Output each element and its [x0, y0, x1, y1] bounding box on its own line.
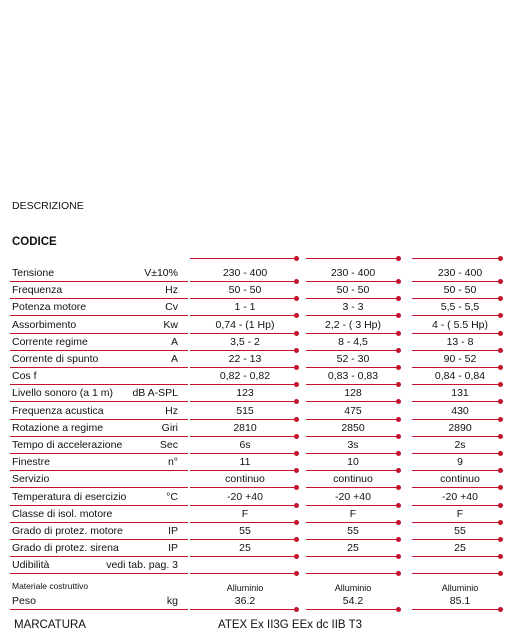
- weight-value: 54.2: [342, 594, 364, 607]
- divider-dot: [396, 382, 401, 387]
- row-divider: [412, 367, 500, 368]
- material-value: Alluminio: [226, 582, 264, 593]
- spec-value: 0,84 - 0,84: [434, 370, 486, 383]
- spec-value: F: [349, 507, 357, 520]
- divider-dot: [294, 571, 299, 576]
- row-divider: [306, 522, 398, 523]
- row-divider: [306, 609, 398, 610]
- spec-unit: V±10%: [144, 267, 178, 279]
- spec-value: 515: [236, 404, 254, 417]
- spec-value: 8 - 4,5: [338, 335, 368, 348]
- spec-value: 3,5 - 2: [230, 335, 260, 348]
- row-divider: [10, 298, 188, 299]
- row-divider: [10, 401, 188, 402]
- spec-unit: A: [170, 335, 178, 348]
- spec-value: 230 - 400: [222, 267, 268, 279]
- row-divider: [306, 298, 398, 299]
- spec-label: Grado di protez. motore: [12, 525, 123, 537]
- row-divider: [412, 333, 500, 334]
- weight-label: Peso: [12, 594, 36, 607]
- row-divider: [190, 258, 296, 259]
- spec-unit: Cv: [165, 301, 178, 314]
- row-divider: [306, 333, 398, 334]
- row-divider: [306, 453, 398, 454]
- spec-value: 55: [454, 525, 466, 537]
- spec-unit: A: [170, 353, 178, 365]
- spec-value: 123: [236, 387, 254, 400]
- spec-value: 52 - 30: [336, 353, 370, 365]
- row-divider: [306, 436, 398, 437]
- spec-unit: IP: [168, 542, 178, 555]
- spec-unit: Hz: [165, 404, 178, 417]
- spec-label: Corrente di spunto: [12, 353, 99, 365]
- row-divider: [10, 350, 188, 351]
- row-divider: [306, 401, 398, 402]
- divider-dot: [294, 468, 299, 473]
- divider-dot: [498, 313, 503, 318]
- divider-dot: [396, 313, 401, 318]
- row-divider: [10, 281, 188, 282]
- row-divider: [10, 367, 188, 368]
- spec-value: 2s: [454, 439, 466, 451]
- marking-value: ATEX Ex II3G EEx dc IIB T3: [218, 619, 363, 631]
- spec-label: Cos f: [12, 370, 37, 383]
- row-divider: [306, 539, 398, 540]
- code-header: CODICE: [12, 236, 57, 248]
- divider-dot: [294, 313, 299, 318]
- spec-value: 50 - 50: [336, 284, 370, 297]
- row-divider: [190, 367, 296, 368]
- divider-dot: [294, 607, 299, 612]
- row-divider: [412, 453, 500, 454]
- row-divider: [190, 522, 296, 523]
- spec-value: 0,74 - (1 Hp): [215, 318, 275, 331]
- row-divider: [412, 258, 500, 259]
- row-divider: [412, 487, 500, 488]
- spec-unit: dB A-SPL: [132, 387, 178, 400]
- row-divider: [190, 573, 296, 574]
- row-divider: [10, 453, 188, 454]
- row-divider: [190, 298, 296, 299]
- row-divider: [190, 333, 296, 334]
- row-divider: [306, 573, 398, 574]
- spec-value: 4 - ( 5.5 Hp): [431, 318, 489, 331]
- row-divider: [306, 367, 398, 368]
- spec-label: Udibilità: [12, 559, 50, 572]
- weight-unit: kg: [166, 594, 178, 607]
- row-divider: [10, 556, 188, 557]
- spec-value: 1 - 1: [234, 301, 256, 314]
- spec-unit: Kw: [163, 318, 178, 331]
- row-divider: [10, 573, 188, 574]
- spec-value: 55: [239, 525, 251, 537]
- spec-value: 0,82 - 0,82: [219, 370, 271, 383]
- spec-value: 50 - 50: [443, 284, 477, 297]
- spec-unit: vedi tab. pag. 3: [106, 559, 178, 572]
- row-divider: [10, 470, 188, 471]
- divider-dot: [498, 571, 503, 576]
- spec-label: Corrente regime: [12, 335, 88, 348]
- spec-label: Frequenza: [12, 284, 63, 297]
- spec-value: 3 - 3: [342, 301, 364, 314]
- row-divider: [190, 470, 296, 471]
- row-divider: [190, 350, 296, 351]
- spec-value: 131: [451, 387, 469, 400]
- spec-value: 25: [239, 542, 251, 555]
- row-divider: [306, 487, 398, 488]
- divider-dot: [396, 399, 401, 404]
- row-divider: [306, 556, 398, 557]
- row-divider: [190, 384, 296, 385]
- spec-label: Assorbimento: [12, 318, 77, 331]
- divider-dot: [396, 468, 401, 473]
- spec-value: 90 - 52: [443, 353, 477, 365]
- row-divider: [412, 384, 500, 385]
- row-divider: [190, 401, 296, 402]
- row-divider: [190, 419, 296, 420]
- divider-dot: [396, 571, 401, 576]
- row-divider: [190, 505, 296, 506]
- spec-value: continuo: [440, 473, 480, 486]
- row-divider: [10, 436, 188, 437]
- spec-value: 13 - 8: [446, 335, 474, 348]
- row-divider: [412, 298, 500, 299]
- divider-dot: [498, 382, 503, 387]
- spec-value: 2810: [233, 421, 257, 434]
- divider-dot: [396, 296, 401, 301]
- divider-dot: [498, 554, 503, 559]
- divider-dot: [294, 399, 299, 404]
- spec-value: 0,83 - 0,83: [327, 370, 379, 383]
- marking-label: MARCATURA: [14, 619, 86, 631]
- spec-value: 230 - 400: [330, 267, 376, 279]
- spec-value: 11: [239, 456, 251, 469]
- row-divider: [306, 384, 398, 385]
- divider-dot: [294, 296, 299, 301]
- divider-dot: [498, 296, 503, 301]
- row-divider: [412, 281, 500, 282]
- row-divider: [190, 436, 296, 437]
- row-divider: [412, 522, 500, 523]
- divider-dot: [396, 256, 401, 261]
- spec-label: Servizio: [12, 473, 50, 486]
- row-divider: [306, 419, 398, 420]
- spec-value: 2890: [448, 421, 472, 434]
- spec-value: 128: [344, 387, 362, 400]
- row-divider: [10, 333, 188, 334]
- row-divider: [10, 419, 188, 420]
- row-divider: [306, 505, 398, 506]
- spec-value: 10: [347, 456, 359, 469]
- row-divider: [412, 573, 500, 574]
- spec-value: 9: [457, 456, 463, 469]
- row-divider: [190, 281, 296, 282]
- divider-dot: [396, 607, 401, 612]
- row-divider: [412, 609, 500, 610]
- spec-label: Classe di isol. motore: [12, 507, 113, 520]
- spec-value: 55: [347, 525, 359, 537]
- spec-unit: °C: [166, 490, 178, 503]
- row-divider: [412, 419, 500, 420]
- spec-unit: IP: [168, 525, 178, 537]
- spec-value: 2850: [341, 421, 365, 434]
- spec-label: Temperatura di esercizio: [12, 490, 127, 503]
- divider-dot: [498, 468, 503, 473]
- weight-value: 85.1: [449, 594, 471, 607]
- spec-value: 475: [344, 404, 362, 417]
- divider-dot: [294, 554, 299, 559]
- spec-label: Potenza motore: [12, 301, 87, 314]
- material-label: Materiale costruttivo: [12, 580, 89, 591]
- spec-label: Finestre: [12, 456, 50, 469]
- spec-value: 50 - 50: [228, 284, 262, 297]
- divider-dot: [294, 485, 299, 490]
- row-divider: [190, 556, 296, 557]
- spec-unit: Giri: [161, 421, 178, 434]
- spec-value: continuo: [333, 473, 373, 486]
- spec-value: -20 +40: [335, 490, 371, 503]
- spec-value: -20 +40: [442, 490, 478, 503]
- row-divider: [412, 505, 500, 506]
- row-divider: [306, 350, 398, 351]
- spec-value: continuo: [225, 473, 265, 486]
- spec-label: Rotazione a regime: [12, 421, 104, 434]
- divider-dot: [498, 399, 503, 404]
- spec-value: 6s: [239, 439, 251, 451]
- row-divider: [412, 350, 500, 351]
- spec-value: 3s: [347, 439, 359, 451]
- row-divider: [412, 556, 500, 557]
- spec-label: Frequenza acustica: [12, 404, 104, 417]
- row-divider: [10, 487, 188, 488]
- spec-value: 22 - 13: [228, 353, 262, 365]
- spec-value: 25: [347, 542, 359, 555]
- spec-label: Tempo di accelerazione: [12, 439, 123, 451]
- spec-unit: Sec: [159, 439, 178, 451]
- divider-dot: [294, 382, 299, 387]
- spec-label: Tensione: [12, 267, 55, 279]
- spec-value: 25: [454, 542, 466, 555]
- row-divider: [412, 401, 500, 402]
- row-divider: [412, 315, 500, 316]
- row-divider: [190, 487, 296, 488]
- divider-dot: [498, 256, 503, 261]
- divider-dot: [498, 607, 503, 612]
- row-divider: [10, 522, 188, 523]
- spec-value: 230 - 400: [437, 267, 483, 279]
- divider-dot: [396, 554, 401, 559]
- row-divider: [412, 539, 500, 540]
- spec-value: 430: [451, 404, 469, 417]
- material-value: Alluminio: [334, 582, 372, 593]
- weight-value: 36.2: [234, 594, 256, 607]
- spec-value: F: [456, 507, 464, 520]
- spec-unit: n°: [167, 456, 178, 469]
- divider-dot: [498, 485, 503, 490]
- description-header: DESCRIZIONE: [12, 200, 84, 212]
- divider-dot: [294, 256, 299, 261]
- spec-label: Grado di protez. sirena: [12, 542, 119, 555]
- material-value: Alluminio: [441, 582, 479, 593]
- row-divider: [190, 453, 296, 454]
- row-divider: [412, 470, 500, 471]
- row-divider: [190, 315, 296, 316]
- row-divider: [190, 609, 296, 610]
- row-divider: [306, 281, 398, 282]
- spec-label: Livello sonoro (a 1 m): [12, 387, 113, 400]
- row-divider: [412, 436, 500, 437]
- spec-value: F: [241, 507, 249, 520]
- spec-value: 5,5 - 5,5: [440, 301, 480, 314]
- row-divider: [190, 539, 296, 540]
- row-divider: [10, 539, 188, 540]
- row-divider: [10, 384, 188, 385]
- spec-value: 2,2 - ( 3 Hp): [324, 318, 382, 331]
- row-divider: [10, 609, 188, 610]
- row-divider: [10, 505, 188, 506]
- row-divider: [306, 258, 398, 259]
- spec-unit: Hz: [165, 284, 178, 297]
- divider-dot: [396, 485, 401, 490]
- spec-value: -20 +40: [227, 490, 263, 503]
- row-divider: [10, 315, 188, 316]
- row-divider: [306, 470, 398, 471]
- row-divider: [306, 315, 398, 316]
